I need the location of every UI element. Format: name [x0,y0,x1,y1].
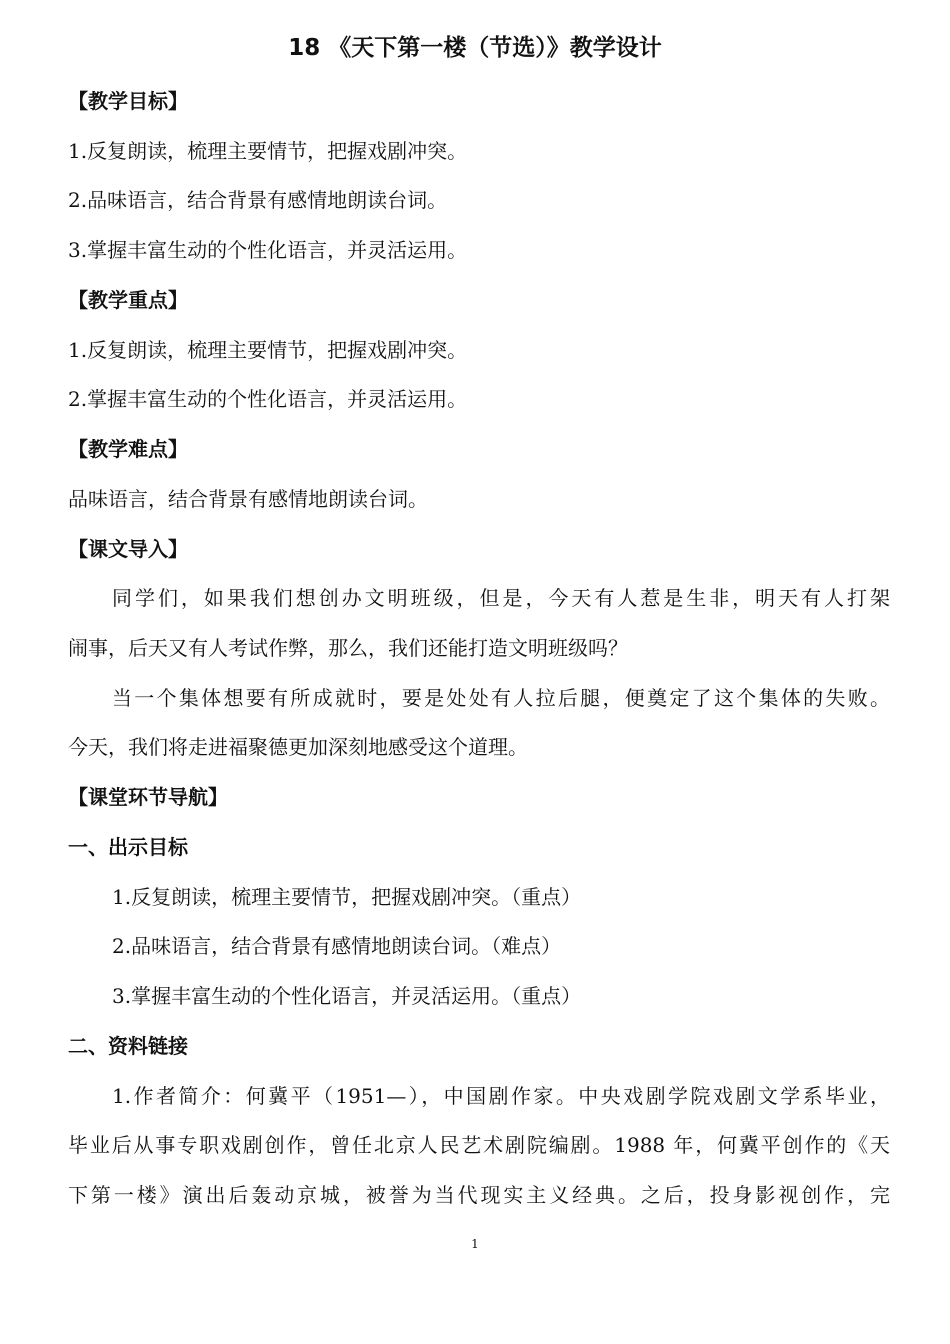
key-point-item: 2.掌握丰富生动的个性化语言，并灵活运用。 [68,387,468,411]
introduction-line: 闹事，后天又有人考试作弊，那么，我们还能打造文明班级吗？ [68,636,628,660]
document-title: 18 《天下第一楼（节选）》教学设计 [288,35,662,61]
show-goal-item: 1.反复朗读，梳理主要情节，把握戏剧冲突。（重点） [112,885,582,909]
goal-item: 1.反复朗读，梳理主要情节，把握戏剧冲突。 [68,139,468,163]
show-goal-item: 2.品味语言，结合背景有感情地朗读台词。（难点） [112,934,562,958]
page-number: 1 [471,1237,479,1251]
difficulty-item: 品味语言，结合背景有感情地朗读台词。 [68,487,428,511]
resource-line: 1.作者简介：何冀平（1951—），中国剧作家。中央戏剧学院戏剧文学系毕业， [112,1084,890,1108]
resource-line: 下第一楼》演出后轰动京城，被誉为当代现实主义经典。之后，投身影视创作，完 [68,1183,890,1207]
goal-item: 3.掌握丰富生动的个性化语言，并灵活运用。 [68,238,468,262]
introduction-line: 今天，我们将走进福聚德更加深刻地感受这个道理。 [68,735,528,759]
section-heading-introduction: 【课文导入】 [68,537,188,561]
introduction-line: 当一个集体想要有所成就时，要是处处有人拉后腿，便奠定了这个集体的失败。 [112,686,890,710]
show-goal-item: 3.掌握丰富生动的个性化语言，并灵活运用。（重点） [112,984,582,1008]
section-heading-navigation: 【课堂环节导航】 [68,785,228,809]
section-heading-goals: 【教学目标】 [68,89,188,113]
key-point-item: 1.反复朗读，梳理主要情节，把握戏剧冲突。 [68,338,468,362]
part-heading-show-goals: 一、出示目标 [68,835,188,859]
section-heading-difficulties: 【教学难点】 [68,437,188,461]
section-heading-key-points: 【教学重点】 [68,288,188,312]
introduction-line: 同学们，如果我们想创办文明班级，但是，今天有人惹是生非，明天有人打架 [112,586,890,610]
goal-item: 2.品味语言，结合背景有感情地朗读台词。 [68,188,448,212]
part-heading-resources: 二、资料链接 [68,1034,188,1058]
resource-line: 毕业后从事专职戏剧创作，曾任北京人民艺术剧院编剧。1988 年，何冀平创作的《天 [68,1133,890,1157]
